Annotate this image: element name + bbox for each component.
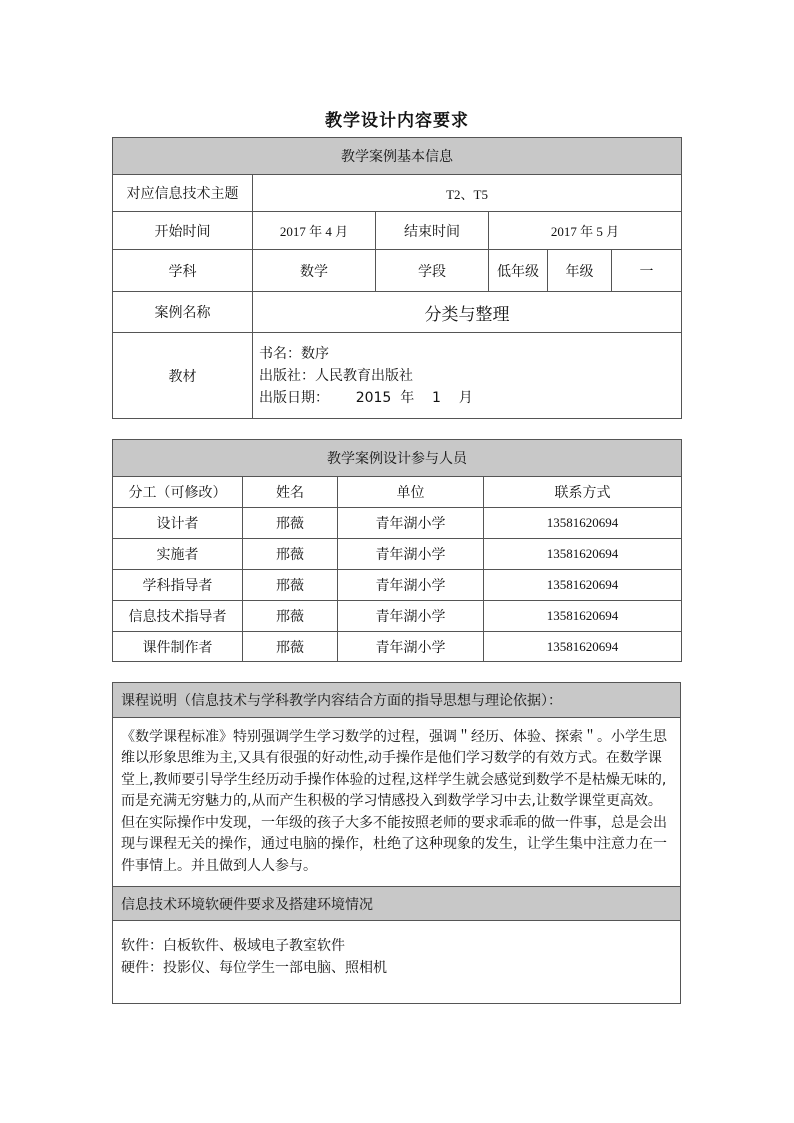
textbook-publisher: 出版社：人民教育出版社 (259, 367, 413, 384)
stage-value: 低年级 (489, 250, 548, 292)
role-cell: 学科指导者 (113, 570, 243, 601)
stage-label: 学段 (376, 250, 489, 292)
name-cell: 邢薇 (243, 601, 338, 632)
table-row (113, 632, 682, 662)
phone-cell: 13581620694 (484, 601, 682, 632)
phone-cell: 13581620694 (484, 539, 682, 570)
subject-value: 数学 (253, 250, 376, 292)
environment-header: 信息技术环境软硬件要求及搭建环境情况 (113, 887, 681, 921)
textbook-title: 书名：数序 (259, 345, 329, 362)
role-cell: 信息技术指导者 (113, 601, 243, 632)
topic-value: T2、T5 (253, 175, 682, 212)
grade-label: 年级 (548, 250, 612, 292)
end-time-value: 2017 年 5 月 (489, 212, 682, 250)
unit-cell: 青年湖小学 (338, 539, 484, 570)
start-time-value: 2017 年 4 月 (253, 212, 376, 250)
grade-value: 一 (612, 250, 682, 292)
textbook-label: 教材 (113, 333, 253, 419)
unit-cell: 青年湖小学 (338, 601, 484, 632)
table-row (113, 508, 682, 539)
column-header: 联系方式 (484, 477, 682, 508)
column-header: 单位 (338, 477, 484, 508)
participants-header: 教学案例设计参与人员 (113, 440, 682, 477)
course-table (112, 682, 681, 1004)
column-header: 姓名 (243, 477, 338, 508)
role-cell: 实施者 (113, 539, 243, 570)
table-row (113, 570, 682, 601)
phone-cell: 13581620694 (484, 508, 682, 539)
basic-info-header: 教学案例基本信息 (113, 138, 682, 175)
column-header: 分工（可修改） (113, 477, 243, 508)
unit-cell: 青年湖小学 (338, 508, 484, 539)
case-name-value: 分类与整理 (253, 292, 682, 333)
name-cell: 邢薇 (243, 539, 338, 570)
start-time-label: 开始时间 (113, 212, 253, 250)
course-description: 《数学课程标准》特别强调学生学习数学的过程，强调＂经历、体验、探索＂。小学生思维以形象思维为主,又具有很强的好动性,动手操作是他们学习数学的有效方式。在数学课堂上,教师要引导学生经历动手操作体验的过程,这样学生就会感觉到数学不是枯燥无味的,而是充满无穷魅力的,从而产生积极的学习情感投入到数学学习中去,让数学课堂更高效。但在实际操作中发现，一年级的孩子大多不能按照老师的要求乖乖的做一件事，总是会出现与课程无关的操作，通过电脑的操作，杜绝了这种现象的发生，让学生集中注意力在一件事情上。并且做到人人参与。 (113, 718, 681, 887)
name-cell: 邢薇 (243, 570, 338, 601)
table-row (113, 539, 682, 570)
role-cell: 课件制作者 (113, 632, 243, 662)
name-cell: 邢薇 (243, 508, 338, 539)
case-name-label: 案例名称 (113, 292, 253, 333)
participants-table (112, 439, 682, 662)
textbook-info (253, 333, 682, 419)
basic-info-table (112, 137, 682, 419)
topic-label: 对应信息技术主题 (113, 175, 253, 212)
unit-cell: 青年湖小学 (338, 570, 484, 601)
table-row (113, 601, 682, 632)
unit-cell: 青年湖小学 (338, 632, 484, 662)
hardware-line: 硬件：投影仪、每位学生一部电脑、照相机 (121, 960, 387, 976)
software-line: 软件：白板软件、极域电子教室软件 (121, 938, 345, 954)
environment-info (113, 921, 681, 1004)
course-header: 课程说明（信息技术与学科教学内容结合方面的指导思想与理论依据）： (113, 683, 681, 718)
role-cell: 设计者 (113, 508, 243, 539)
name-cell: 邢薇 (243, 632, 338, 662)
subject-label: 学科 (113, 250, 253, 292)
phone-cell: 13581620694 (484, 570, 682, 601)
textbook-publish-date: 出版日期： 2015 年 1 月 (259, 389, 473, 406)
end-time-label: 结束时间 (376, 212, 489, 250)
phone-cell: 13581620694 (484, 632, 682, 662)
page-title: 教学设计内容要求 (325, 111, 469, 131)
